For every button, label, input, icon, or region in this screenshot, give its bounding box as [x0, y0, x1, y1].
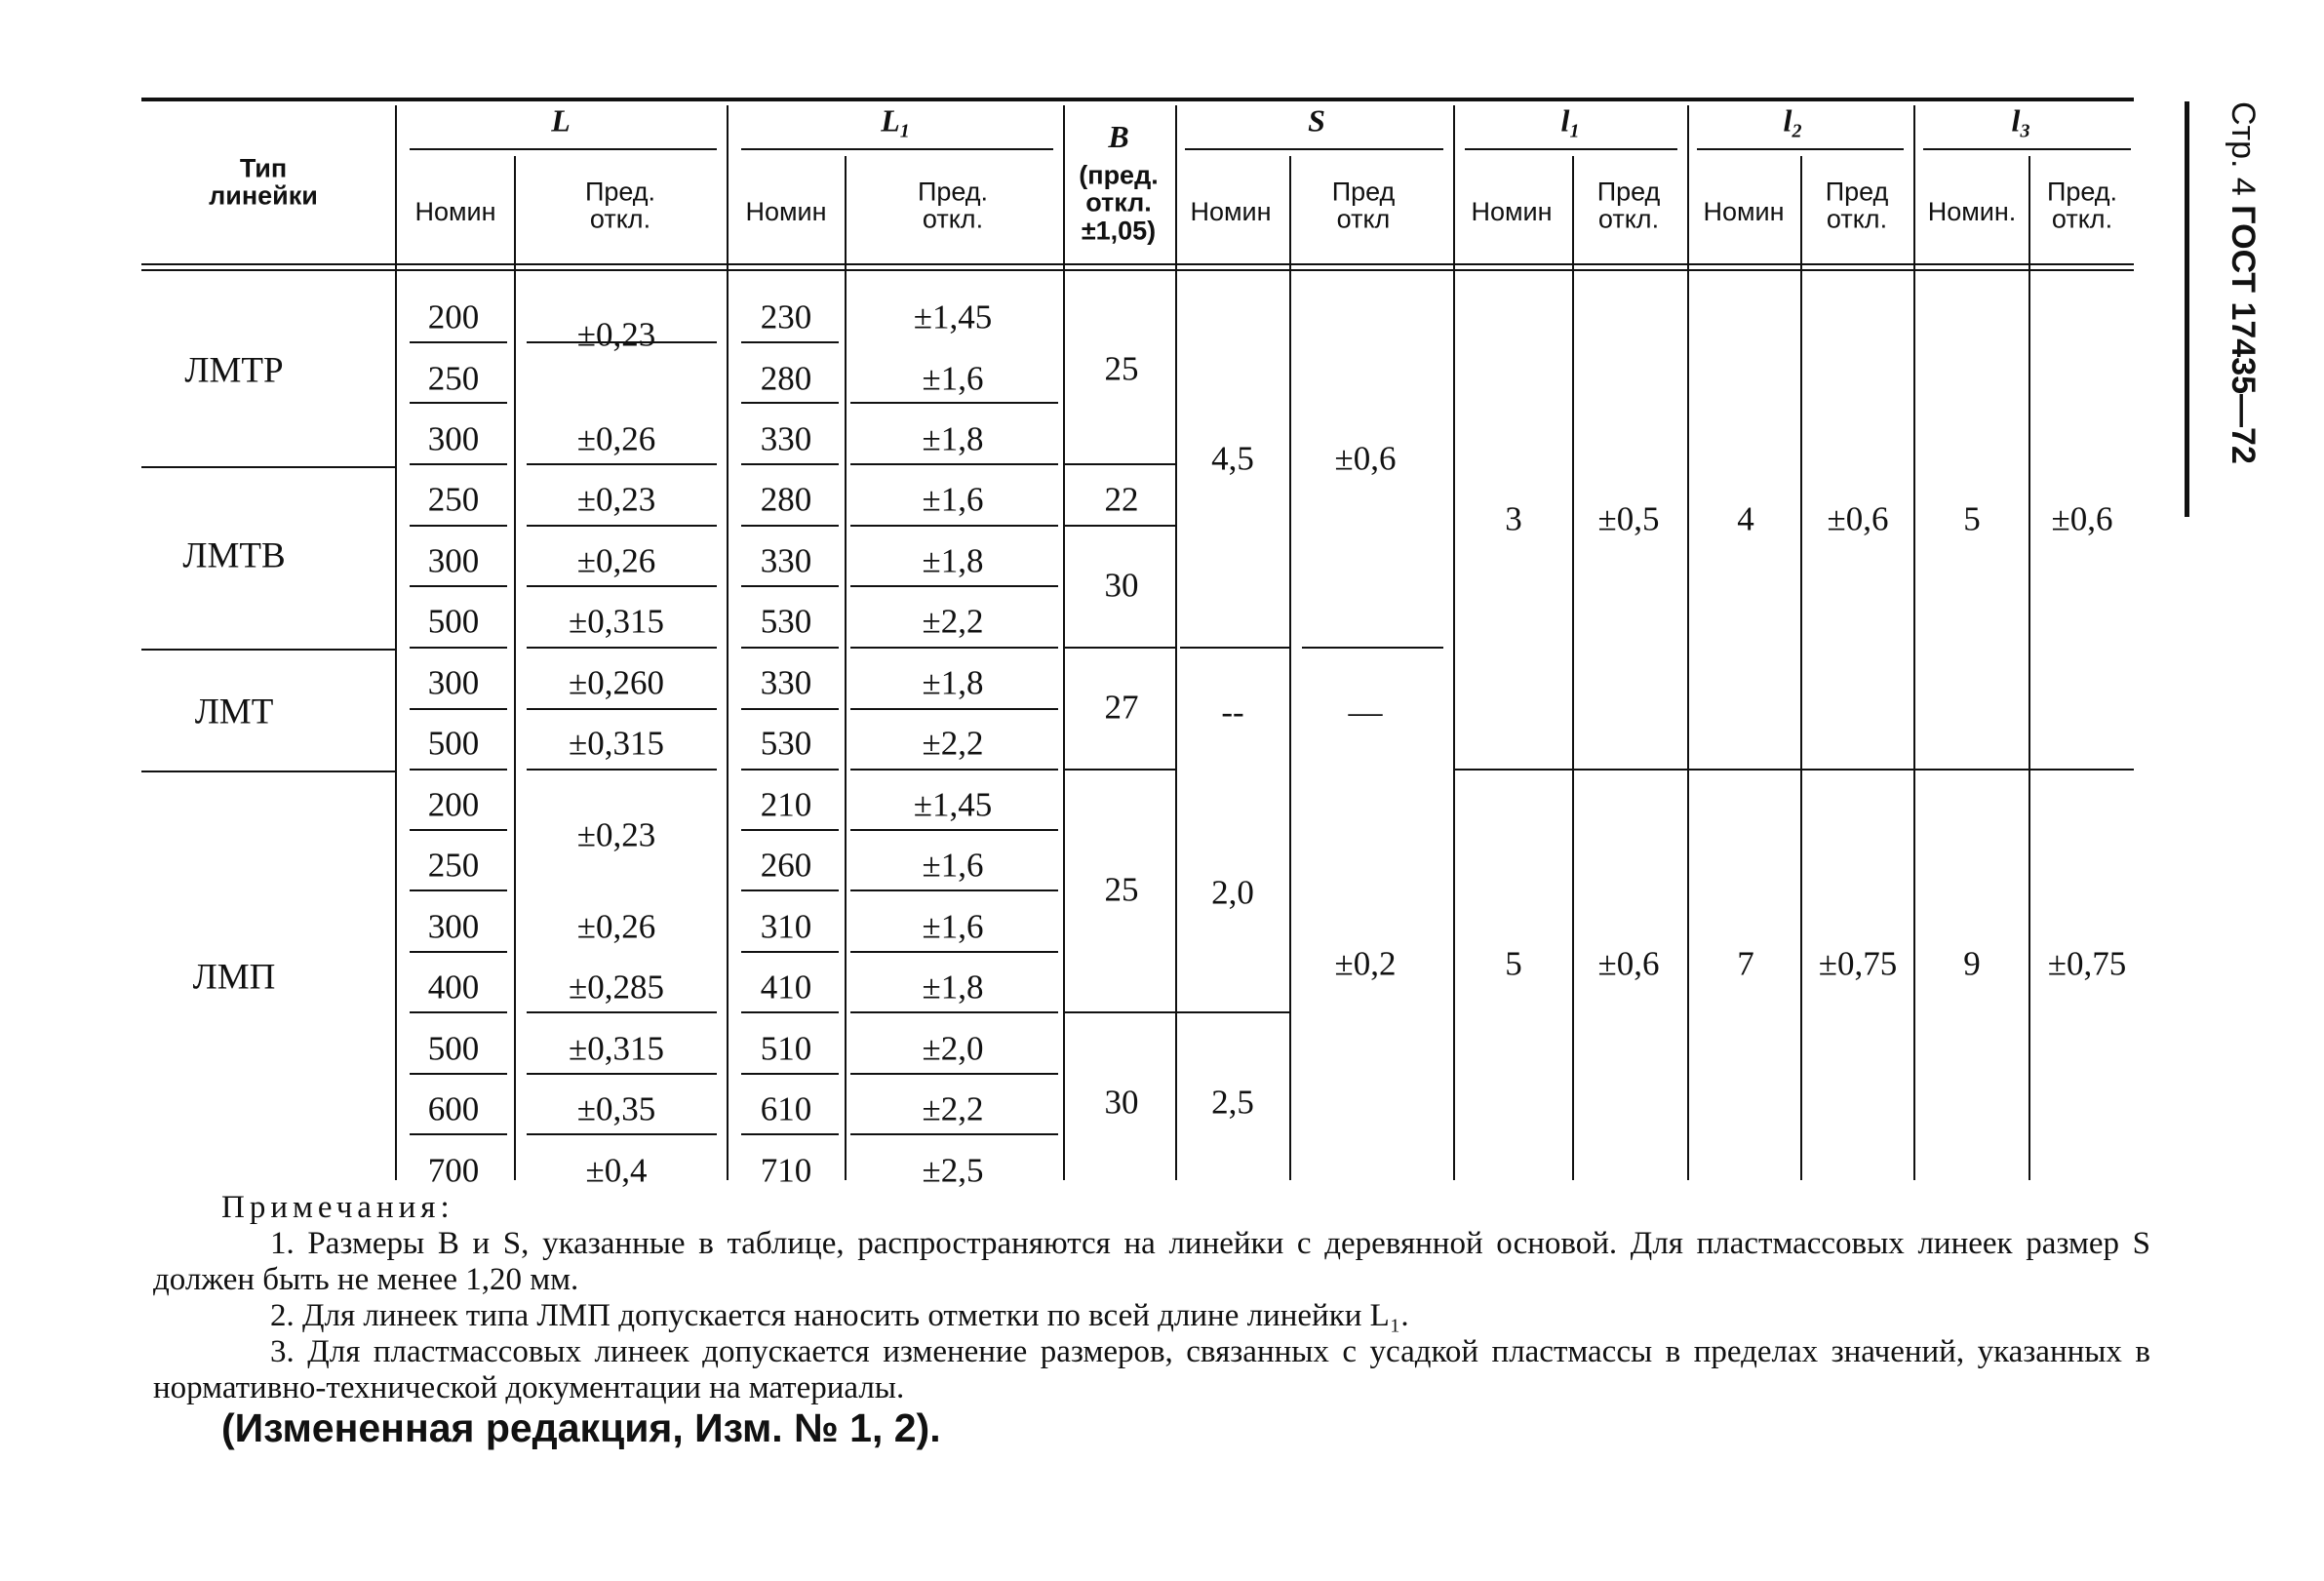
rule-h — [741, 402, 839, 404]
rule-h — [850, 585, 1058, 587]
rule-h — [741, 708, 839, 710]
l1-dev-cell: ±1,8 — [922, 968, 984, 1007]
rule-h — [410, 889, 507, 891]
rule-h — [410, 1011, 507, 1013]
column-group-L1 — [881, 102, 910, 142]
rule-h — [527, 708, 717, 710]
rule-h — [850, 1073, 1058, 1075]
rule-h — [1697, 148, 1904, 150]
l-dev-cell: ±0,23 — [576, 480, 656, 519]
s-dev-cell: — — [1348, 692, 1383, 731]
b-header-letter: B — [1108, 119, 1129, 154]
l3-nom-cell: 5 — [1963, 499, 1981, 538]
l-dev-cell: ±0,315 — [569, 724, 664, 763]
l1-small-dev-header: Пред откл. — [1596, 177, 1661, 234]
rule-v — [1913, 105, 1915, 1180]
l3-dev-cell: ±0,6 — [2051, 499, 2113, 538]
rule-h — [410, 341, 507, 343]
rule-h — [741, 525, 839, 527]
s-dev-header: Пред откл — [1331, 177, 1396, 234]
rule-h — [410, 1133, 507, 1135]
rule-v — [1063, 105, 1065, 1180]
l-nom-cell: 700 — [427, 1151, 480, 1190]
s-nom-cell: -- — [1221, 692, 1244, 731]
rule-h — [850, 951, 1058, 953]
notes-section — [153, 1190, 2150, 1450]
rule-h — [410, 829, 507, 831]
l1-small-dev-cell: ±0,5 — [1597, 499, 1660, 538]
b-cell: 25 — [1104, 349, 1139, 388]
l-nom-cell: 300 — [427, 663, 480, 702]
s-nom-header: Номин — [1190, 196, 1272, 226]
notes-title: Примечания: — [221, 1190, 454, 1225]
l-dev-cell: ±0,35 — [576, 1089, 656, 1128]
l3-nom-header: Номин. — [1927, 196, 2017, 226]
l-nom-cell: 200 — [427, 785, 480, 824]
rule-h — [741, 1011, 839, 1013]
b-cell: 22 — [1104, 480, 1139, 519]
l-nom-cell: 200 — [427, 297, 480, 336]
rule-h — [410, 402, 507, 404]
rule-h — [741, 829, 839, 831]
l1-small-dev-cell: ±0,6 — [1597, 944, 1660, 983]
l1-nom-cell: 530 — [760, 602, 812, 641]
l3-dev-header: Пред. откл. — [2046, 177, 2118, 234]
l-nom-cell: 500 — [427, 1029, 480, 1068]
rule-h — [850, 708, 1058, 710]
l-nom-cell: 400 — [427, 968, 480, 1007]
l1-dev-cell: ±2,0 — [922, 1029, 984, 1068]
l1-dev-cell: ±1,8 — [922, 419, 984, 458]
rule-h — [741, 1133, 839, 1135]
l-dev-cell: ±0,23 — [576, 815, 656, 854]
group-letter: S — [1308, 102, 1325, 138]
l-nom-cell: 250 — [427, 359, 480, 398]
rule-h — [741, 585, 839, 587]
l1-nom-cell: 310 — [760, 907, 812, 946]
s-nom-cell: 2,5 — [1211, 1083, 1254, 1122]
l-nom-header: Номин — [414, 196, 496, 226]
l-nom-cell: 250 — [427, 480, 480, 519]
l-nom-cell: 500 — [427, 724, 480, 763]
rule-h — [1063, 769, 1175, 771]
l1-nom-cell: 410 — [760, 968, 812, 1007]
rule-h — [850, 1011, 1058, 1013]
rule-h — [1302, 647, 1443, 649]
rule-h — [410, 585, 507, 587]
rule-h — [527, 585, 717, 587]
rule-h — [741, 463, 839, 465]
s-nom-cell: 2,0 — [1211, 873, 1254, 912]
rule-h — [527, 647, 717, 649]
l1-dev-cell: ±1,6 — [922, 359, 984, 398]
rule-v — [2029, 156, 2030, 1180]
rule-h — [527, 769, 717, 771]
rule-v — [1175, 105, 1177, 1180]
rule-h — [527, 1011, 717, 1013]
l1-dev-cell: ±1,6 — [922, 907, 984, 946]
l1-dev-cell: ±1,45 — [913, 785, 993, 824]
l1-nom-cell: 230 — [760, 297, 812, 336]
rule-h — [141, 269, 2134, 271]
l1-dev-cell: ±2,5 — [922, 1151, 984, 1190]
l1-nom-cell: 260 — [760, 846, 812, 885]
rule-h — [141, 771, 395, 772]
l1-nom-cell: 330 — [760, 541, 812, 580]
rule-h — [741, 951, 839, 953]
rule-v — [1453, 105, 1455, 1180]
rule-v — [514, 156, 516, 1180]
rule-h — [850, 829, 1058, 831]
group-subscript: 1 — [1569, 120, 1580, 142]
ruler-type-cell: ЛМТ — [194, 692, 274, 732]
rule-h — [1063, 647, 1175, 649]
l1-nom-cell: 330 — [760, 419, 812, 458]
group-subscript: 3 — [2020, 120, 2030, 142]
l-dev-cell: ±0,23 — [576, 315, 656, 354]
group-letter: l — [2011, 102, 2021, 138]
ruler-type-cell: ЛМТВ — [182, 535, 286, 576]
rule-h — [741, 769, 839, 771]
rule-h — [527, 1073, 717, 1075]
l2-dev-cell: ±0,75 — [1818, 944, 1898, 983]
rule-h — [141, 649, 395, 651]
page-number: Стр. 4 — [2225, 101, 2262, 196]
l1-nom-cell: 510 — [760, 1029, 812, 1068]
l-dev-cell: ±0,26 — [576, 541, 656, 580]
l-nom-cell: 300 — [427, 419, 480, 458]
l1-nom-cell: 530 — [760, 724, 812, 763]
rule-h — [410, 708, 507, 710]
column-group-L — [551, 102, 571, 141]
l1-dev-cell: ±2,2 — [922, 724, 984, 763]
l1-dev-cell: ±1,6 — [922, 846, 984, 885]
column-group-l3 — [2011, 102, 2030, 142]
b-cell: 27 — [1104, 688, 1139, 727]
rule-h — [850, 1133, 1058, 1135]
l1-nom-cell: 330 — [760, 663, 812, 702]
l1-dev-cell: ±1,6 — [922, 480, 984, 519]
rule-h — [1063, 463, 1175, 465]
s-nom-cell: 4,5 — [1211, 439, 1254, 478]
l2-dev-cell: ±0,6 — [1827, 499, 1889, 538]
l1-dev-cell: ±1,8 — [922, 663, 984, 702]
l-dev-cell: ±0,315 — [569, 602, 664, 641]
l-dev-cell: ±0,4 — [585, 1151, 648, 1190]
standard-number: ГОСТ 17435—72 — [2225, 205, 2262, 464]
rule-v — [1687, 105, 1689, 1180]
rule-h — [1175, 1011, 1289, 1013]
l1-dev-header: Пред. откл. — [917, 177, 989, 234]
ruler-type-cell: ЛМП — [192, 957, 276, 998]
l1-small-nom-cell: 5 — [1505, 944, 1522, 983]
l-dev-cell: ±0,26 — [576, 907, 656, 946]
rule-h — [410, 463, 507, 465]
l-dev-cell: ±0,26 — [576, 419, 656, 458]
rule-h — [1185, 148, 1443, 150]
note-1: 1. Размеры B и S, указанные в таблице, распространяются на линейки с деревянной основой. Для пластмассовых линеек размер S должен быть не менее 1,20 мм. — [153, 1226, 2150, 1297]
group-letter: l — [1560, 102, 1570, 138]
l2-nom-cell: 4 — [1737, 499, 1754, 538]
rule-h — [1453, 769, 2134, 771]
rule-h — [850, 525, 1058, 527]
l1-nom-cell: 280 — [760, 480, 812, 519]
rule-h — [1063, 525, 1175, 527]
rule-v — [1800, 156, 1802, 1180]
l1-nom-cell: 610 — [760, 1089, 812, 1128]
rule-h — [527, 463, 717, 465]
s-dev-cell: ±0,6 — [1334, 439, 1397, 478]
l2-dev-header: Пред откл. — [1825, 177, 1889, 234]
rule-v — [845, 156, 847, 1180]
rule-v — [727, 105, 729, 1180]
l2-nom-header: Номин — [1703, 196, 1785, 226]
rule-h — [1923, 148, 2131, 150]
amendment-note: (Измененная редакция, Изм. № 1, 2). — [221, 1405, 941, 1450]
group-letter: L — [551, 102, 571, 138]
rule-h — [410, 647, 507, 649]
rule-h — [850, 463, 1058, 465]
b-cell: 30 — [1104, 1083, 1139, 1122]
rule-h — [410, 1073, 507, 1075]
rule-h — [741, 341, 839, 343]
l1-dev-cell: ±1,45 — [913, 297, 993, 336]
l1-nom-cell: 710 — [760, 1151, 812, 1190]
group-subscript: 2 — [1792, 120, 1802, 142]
l3-nom-cell: 9 — [1963, 944, 1981, 983]
rule-h — [850, 402, 1058, 404]
group-subscript: 1 — [899, 120, 910, 142]
b-cell: 25 — [1104, 870, 1139, 909]
l-dev-header: Пред. откл. — [584, 177, 656, 234]
l1-nom-cell: 280 — [760, 359, 812, 398]
rule-h — [410, 525, 507, 527]
l1-small-nom-cell: 3 — [1505, 499, 1522, 538]
l1-dev-cell: ±2,2 — [922, 602, 984, 641]
l-nom-cell: 250 — [427, 846, 480, 885]
l2-nom-cell: 7 — [1737, 944, 1754, 983]
l1-dev-cell: ±1,8 — [922, 541, 984, 580]
rule-h — [141, 263, 2134, 265]
rule-h — [741, 647, 839, 649]
l-nom-cell: 500 — [427, 602, 480, 641]
rule-h — [141, 98, 2134, 101]
rule-h — [410, 148, 717, 150]
rule-h — [741, 1073, 839, 1075]
l1-small-nom-header: Номин — [1471, 196, 1553, 226]
l-dev-cell: ±0,285 — [569, 968, 664, 1007]
b-cell: 30 — [1104, 566, 1139, 605]
rule-h — [1180, 647, 1289, 649]
l3-dev-cell: ±0,75 — [2047, 944, 2127, 983]
l-nom-cell: 300 — [427, 907, 480, 946]
rule-v — [395, 105, 397, 1180]
l-nom-cell: 600 — [427, 1089, 480, 1128]
l-nom-cell: 300 — [427, 541, 480, 580]
column-group-l2 — [1783, 102, 1802, 142]
rule-h — [410, 951, 507, 953]
rule-h — [527, 525, 717, 527]
rule-h — [741, 889, 839, 891]
rule-h — [1465, 148, 1677, 150]
column-group-l1 — [1560, 102, 1580, 142]
note-3: 3. Для пластмассовых линеек допускается изменение размеров, связанных с усадкой пластмассы в пределах значений, указанных в нормативно-технической документации на материалы. — [153, 1334, 2150, 1405]
l-dev-cell: ±0,260 — [569, 663, 664, 702]
page-header-vertical — [2226, 101, 2260, 464]
l1-nom-header: Номин — [745, 196, 827, 226]
rule-h — [410, 769, 507, 771]
l1-dev-cell: ±2,2 — [922, 1089, 984, 1128]
rule-h — [141, 466, 395, 468]
column-group-S — [1308, 102, 1325, 141]
rule-h — [1063, 1011, 1175, 1013]
rule-h — [741, 148, 1053, 150]
rule-h — [850, 647, 1058, 649]
rule-h — [527, 1133, 717, 1135]
s-dev-cell: ±0,2 — [1334, 944, 1397, 983]
note-2: 2. Для линеек типа ЛМП допускается наносить отметки по всей длине линейки L₁. — [270, 1298, 1409, 1333]
rule-v — [1289, 156, 1291, 1180]
l-dev-cell: ±0,315 — [569, 1029, 664, 1068]
rule-h — [850, 889, 1058, 891]
rule-h — [850, 769, 1058, 771]
ruler-type-cell: ЛМТР — [184, 350, 284, 391]
type-header: Тип линейки — [209, 153, 318, 211]
rule-v — [1572, 156, 1574, 1180]
group-letter: l — [1783, 102, 1792, 138]
l1-nom-cell: 210 — [760, 785, 812, 824]
b-header-tolerance: (пред. откл. ±1,05) — [1079, 160, 1159, 246]
rule-v — [2185, 101, 2189, 517]
group-letter: L — [881, 102, 900, 138]
